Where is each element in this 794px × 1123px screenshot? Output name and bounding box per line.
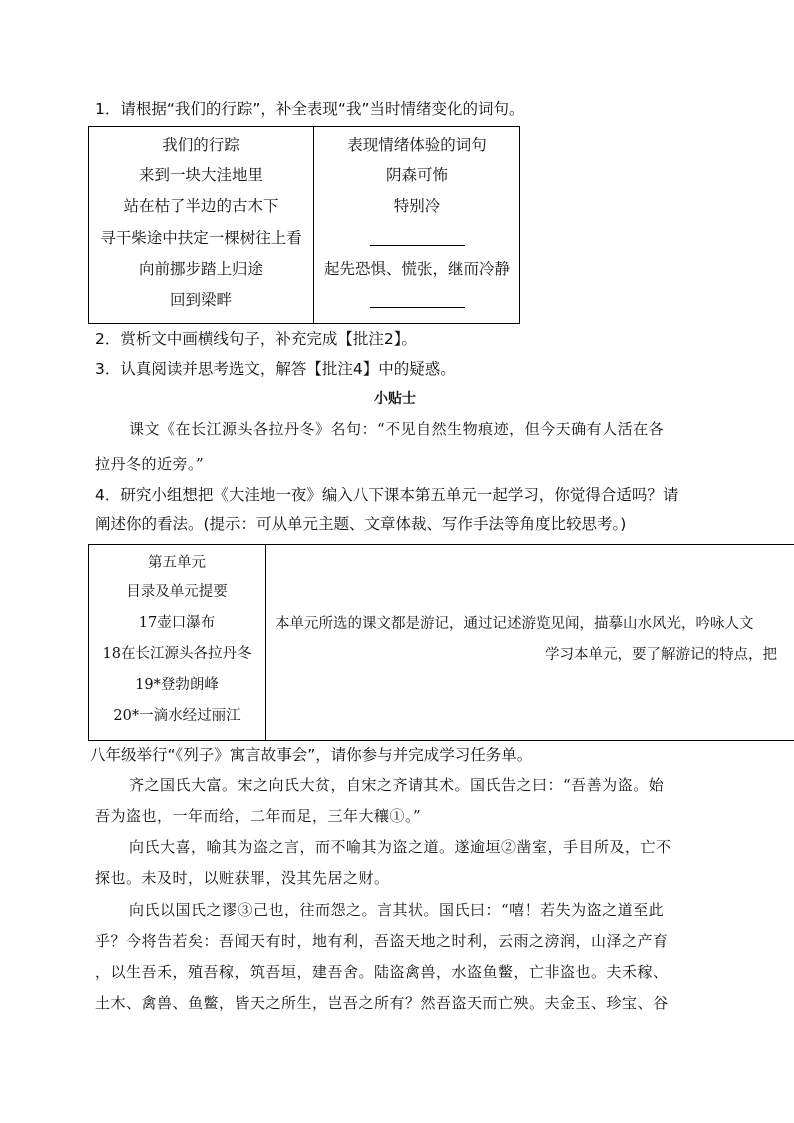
tip-line: 课文《在长江源头各拉丹冬》名句：“不见自然生物痕迹，但今天确有人活在各 [129, 420, 665, 438]
unit-table [88, 544, 794, 741]
passage-line: 向氏大喜，喻其为盗之言，而不喻其为盗之道。遂逾垣②凿室，手目所及，亡不 [129, 838, 672, 856]
unit-toc: 目录及单元提要 [126, 584, 228, 600]
question-2: 2．赏析文中画横线句子，补充完成【批注2】。 [95, 330, 417, 348]
passage-line: 齐之国氏大富。宋之向氏大贫，自宋之齐请其术。国氏告之曰：“吾善为盗。始 [129, 776, 665, 794]
passage-line: 土木、禽兽、鱼鳖，皆天之所生，岂吾之所有？然吾盗天而亡殃。夫金玉、珍宝、谷 [95, 994, 669, 1012]
task-intro: 八年级举行“《列子》寓言故事会”，请你参与并完成学习任务单。 [90, 746, 533, 764]
emotion-cell: 特别冷 [393, 197, 441, 215]
lesson-item: 17壶口瀑布 [138, 615, 216, 631]
question-4: 4．研究小组想把《大洼地一夜》编入八下课本第五单元一起学习，你觉得合适吗？请 [95, 486, 679, 504]
emotion-header: 表现情绪体验的词句 [347, 136, 487, 154]
whereabouts-cell: 站在枯了半边的古木下 [123, 197, 279, 215]
answer-blank[interactable] [314, 227, 520, 249]
passage-line: 乎？今将告若矣：吾闻天有时，地有利，吾盗天地之时利，云雨之滂润，山泽之产育 [95, 932, 669, 950]
lesson-item: 18在长江源头各拉丹冬 [102, 646, 252, 662]
passage-line: ，以生吾禾，殖吾稼，筑吾垣，建吾舍。陆盗禽兽，水盗鱼鳖，亡非盗也。夫禾稼、 [95, 963, 669, 981]
question-1: 1．请根据“我们的行踪”，补全表现“我”当时情绪变化的词句。 [95, 100, 525, 118]
lesson-item: 20*一滴水经过丽江 [113, 708, 241, 724]
question-3: 3．认真阅读并思考选文，解答【批注4】中的疑惑。 [95, 360, 456, 378]
tip-line: 拉丹冬的近旁。” [95, 455, 205, 473]
emotion-cell: 阴森可怖 [385, 166, 448, 184]
whereabouts-cell: 来到一块大洼地里 [138, 166, 263, 184]
emotion-cell: 起先恐惧、慌张，继而冷静 [323, 260, 510, 278]
answer-blank[interactable] [314, 289, 520, 311]
question-4-line2: 阐述你的看法。(提示：可从单元主题、文章体裁、写作手法等角度比较思考。) [95, 515, 627, 533]
table-divider [265, 545, 266, 740]
passage-line: 向氏以国氏之谬③己也，往而怨之。言其状。国氏曰：“嘻！若失为盗之道至此 [129, 901, 665, 919]
passage-line: 吾为盗也，一年而给，二年而足，三年大穰①。” [95, 807, 422, 825]
whereabouts-cell: 回到梁畔 [169, 291, 232, 309]
unit-title: 第五单元 [148, 555, 206, 571]
unit-summary: 本单元所选的课文都是游记，通过记述游览见闻，描摹山水风光，吟咏人文 [275, 616, 754, 632]
lesson-item: 19*登勃朗峰 [135, 677, 219, 693]
whereabouts-cell: 寻干柴途中扶定一棵树往上看 [100, 229, 302, 247]
whereabouts-header: 我们的行踪 [162, 136, 240, 154]
whereabouts-cell: 向前挪步踏上归途 [138, 260, 263, 278]
passage-line: 探也。未及时，以赃获罪，没其先居之财。 [95, 869, 390, 887]
unit-summary-line2: 学习本单元，要了解游记的特点，把 [545, 647, 777, 663]
tip-title: 小贴士 [374, 391, 416, 407]
emotion-table [88, 126, 520, 324]
